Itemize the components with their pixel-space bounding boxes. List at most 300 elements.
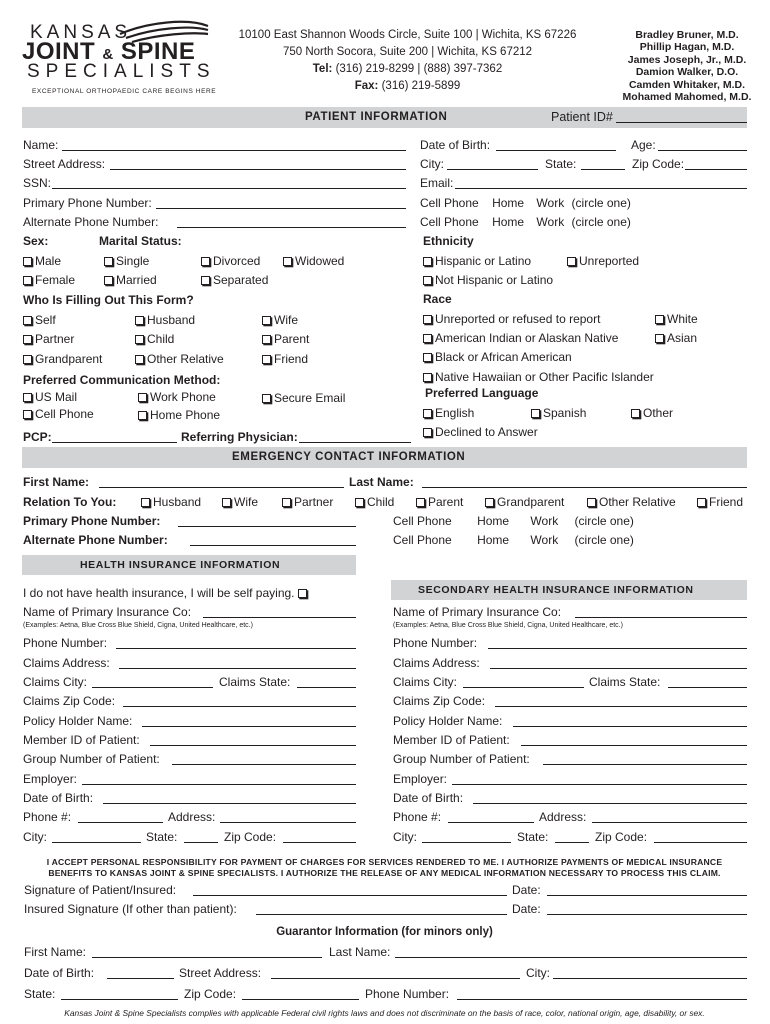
secondary-claims-zip-label: Claims Zip Code: (393, 694, 486, 708)
primary-claims-city-field[interactable] (92, 687, 213, 688)
primary-phone-label: Primary Phone Number: (23, 196, 152, 210)
responsibility-notice-2: BENEFITS TO KANSAS JOINT & SPINE SPECIALISTS. I AUTHORIZE THE RELEASE OF ANY MEDICAL INFORMATION NECESSARY TO PROCESS THIS CLAIM. (48, 868, 721, 878)
filling-child[interactable] (135, 332, 174, 346)
option-label: Cell Phone (35, 407, 94, 421)
checkbox-icon[interactable] (655, 315, 664, 324)
checkbox-icon[interactable] (531, 409, 540, 418)
race-heading: Race (423, 292, 452, 306)
option-label: Parent (428, 495, 464, 509)
relation-grandparent[interactable] (485, 495, 564, 509)
checkbox-icon[interactable] (23, 257, 32, 266)
option-label: Grandparent (35, 352, 103, 366)
patient-id-field[interactable] (616, 122, 747, 123)
checkbox-icon[interactable] (104, 257, 113, 266)
race-asian[interactable] (655, 331, 697, 345)
telephone (215, 61, 600, 78)
emergency-first-field[interactable] (99, 487, 344, 488)
home-option[interactable]: Home (492, 196, 525, 210)
marital-divorced[interactable] (201, 254, 260, 268)
secondary-group-field[interactable] (543, 764, 747, 765)
logo-kansas: KANSAS (30, 22, 132, 43)
primary-phone-field[interactable] (156, 208, 406, 209)
secondary-company-field[interactable] (575, 617, 747, 618)
insured-signature-date-label: Date: (512, 902, 541, 916)
filling-friend[interactable] (262, 352, 308, 366)
option-label: Child (147, 332, 175, 346)
option-label: Widowed (295, 254, 345, 268)
secondary-member-field[interactable] (521, 745, 747, 746)
referring-physician-field[interactable] (299, 442, 411, 443)
city-field[interactable] (447, 169, 538, 170)
option-label: Separated (213, 273, 269, 287)
primary-claims-zip-label: Claims Zip Code: (23, 694, 116, 708)
secondary-holder-field[interactable] (513, 726, 747, 727)
ssn-label: SSN: (23, 176, 52, 190)
comm-secure-email[interactable] (262, 391, 345, 405)
doctor-name: Phillip Hagan, M.D. (639, 41, 735, 54)
checkbox-icon[interactable] (135, 335, 144, 344)
email-field[interactable] (455, 188, 747, 189)
street-label: Street Address: (23, 157, 106, 171)
relation-friend[interactable] (697, 495, 743, 509)
secondary-title: SECONDARY HEALTH INSURANCE INFORMATION (418, 584, 694, 596)
checkbox-icon[interactable] (222, 498, 231, 507)
checkbox-icon[interactable] (138, 393, 147, 402)
patient-signature-label: Signature of Patient/Insured: (24, 883, 177, 897)
option-label: English (435, 406, 475, 420)
option-label: Partner (294, 495, 334, 509)
secondary-city-field[interactable] (422, 842, 511, 843)
primary-group-field[interactable] (172, 764, 356, 765)
cell-option[interactable]: Cell Phone (393, 533, 452, 547)
doctor-name: Mohamed Mahomed, M.D. (622, 91, 752, 104)
patient-signature-field[interactable] (193, 895, 507, 896)
guarantor-last-label: Last Name: (329, 945, 391, 959)
guarantor-state-label: State: (24, 987, 56, 1001)
state-field[interactable] (581, 169, 625, 170)
race-black[interactable] (423, 350, 572, 364)
secondary-phone-label: Phone Number: (393, 636, 478, 650)
primary-examples: (Examples: Aetna, Blue Cross Blue Shield, Cigna, United Healthcare, etc.) (23, 622, 253, 629)
option-label: Friend (709, 495, 744, 509)
relation-other-relative[interactable] (587, 495, 676, 509)
work-option[interactable]: Work (536, 196, 565, 210)
primary-employer-field[interactable] (82, 784, 356, 785)
primary-holder-label: Policy Holder Name: (23, 714, 133, 728)
circle-one-hint: (circle one) (571, 196, 631, 210)
checkbox-icon[interactable] (355, 498, 364, 507)
guarantor-title: Guarantor Information (for minors only) (276, 926, 493, 938)
option-label: Native Hawaiian or Other Pacific Islander (435, 370, 654, 384)
checkbox-icon[interactable] (141, 498, 150, 507)
email-label: Email: (420, 176, 454, 190)
dob-label: Date of Birth: (420, 138, 491, 152)
checkbox-icon[interactable] (423, 373, 432, 382)
secondary-dob-field[interactable] (473, 803, 747, 804)
patient-signature-date-field[interactable] (547, 895, 747, 896)
checkbox-icon[interactable] (262, 335, 271, 344)
option-label: Black or African American (435, 350, 572, 364)
guarantor-first-label: First Name: (24, 945, 87, 959)
secondary-state-field[interactable] (555, 842, 589, 843)
patient-id-label: Patient ID# (551, 110, 613, 124)
race-hawaiian[interactable] (423, 370, 654, 384)
ethnicity-heading: Ethnicity (423, 234, 474, 248)
ethnicity-unreported[interactable] (567, 254, 639, 268)
checkbox-icon[interactable] (423, 276, 432, 285)
secondary-claims-city-field[interactable] (463, 687, 584, 688)
secondary-address-field[interactable] (592, 822, 747, 823)
logo-ampersand: & (102, 46, 114, 63)
checkbox-icon[interactable] (423, 409, 432, 418)
pcp-label: PCP: (23, 430, 52, 444)
checkbox-icon[interactable] (697, 498, 706, 507)
sex-heading: Sex: (23, 234, 49, 248)
relation-wife[interactable] (222, 495, 258, 509)
guarantor-first-field[interactable] (92, 957, 322, 958)
checkbox-icon[interactable] (567, 257, 576, 266)
zip-label: Zip Code: (632, 157, 685, 171)
checkbox-icon[interactable] (423, 353, 432, 362)
fax-value: (316) 219-5899 (381, 80, 461, 92)
primary-zip-field[interactable] (283, 842, 356, 843)
guarantor-state-field[interactable] (61, 999, 178, 1000)
option-label: Self (35, 313, 56, 327)
option-label: Female (35, 273, 76, 287)
comm-work-phone[interactable] (138, 390, 216, 404)
emergency-alternate-label: Alternate Phone Number: (23, 533, 168, 547)
cell-home-work-row-2[interactable] (420, 215, 631, 229)
ssn-field[interactable] (52, 188, 406, 189)
emergency-alternate-field[interactable] (190, 545, 356, 546)
name-field[interactable] (62, 150, 406, 151)
emergency-first-label: First Name: (23, 475, 90, 489)
primary-zip-label: Zip Code: (224, 830, 277, 844)
guarantor-zip-field[interactable] (242, 999, 359, 1000)
primary-address-field[interactable] (220, 822, 356, 823)
language-english[interactable] (423, 406, 474, 420)
doctor-name: Bradley Bruner, M.D. (635, 29, 739, 41)
primary-state-field[interactable] (184, 842, 218, 843)
checkbox-icon[interactable] (631, 409, 640, 418)
checkbox-icon[interactable] (262, 355, 271, 364)
logo-specialists: SPECIALISTS (27, 61, 216, 82)
secondary-claims-address-field[interactable] (490, 668, 747, 669)
primary-company-field[interactable] (203, 617, 356, 618)
filling-grandparent[interactable] (23, 352, 102, 366)
secondary-phone-num-field[interactable] (448, 822, 534, 823)
sex-male[interactable] (23, 254, 61, 268)
checkbox-icon[interactable] (423, 315, 432, 324)
state-label: State: (545, 157, 577, 171)
primary-member-field[interactable] (150, 745, 356, 746)
marital-heading: Marital Status: (99, 234, 182, 248)
primary-claims-state-field[interactable] (297, 687, 356, 688)
filling-partner[interactable] (23, 332, 74, 346)
guarantor-dob-label: Date of Birth: (24, 966, 95, 980)
option-label: Asian (667, 331, 698, 345)
emergency-cell-home-work-1[interactable] (393, 514, 634, 528)
filling-husband[interactable] (135, 313, 195, 327)
checkbox-icon[interactable] (298, 589, 307, 598)
secondary-examples: (Examples: Aetna, Blue Cross Blue Shield, Cigna, United Healthcare, etc.) (393, 622, 623, 629)
comm-heading: Preferred Communication Method: (23, 373, 221, 387)
doctor-name: Camden Whitaker, M.D. (628, 78, 746, 91)
option-label: Spanish (543, 406, 587, 420)
filling-wife[interactable] (262, 313, 298, 327)
primary-claims-city-label: Claims City: (23, 675, 88, 689)
checkbox-icon[interactable] (655, 334, 664, 343)
race-american-indian[interactable] (423, 331, 618, 345)
relation-partner[interactable] (282, 495, 333, 509)
emergency-primary-label: Primary Phone Number: (23, 514, 161, 528)
primary-dob-label: Date of Birth: (23, 791, 94, 805)
option-label: Husband (147, 313, 196, 327)
office-address (215, 27, 600, 95)
option-label: Wife (234, 495, 258, 509)
secondary-address-label: Address: (539, 810, 587, 824)
marital-single[interactable] (104, 254, 149, 268)
checkbox-icon[interactable] (201, 276, 210, 285)
guarantor-zip-label: Zip Code: (184, 987, 237, 1001)
secondary-claims-state-field[interactable] (668, 687, 747, 688)
comm-home-phone[interactable] (138, 408, 220, 422)
doctor-name: Damion Walker, D.O. (635, 66, 739, 79)
primary-phone-label: Phone Number: (23, 636, 108, 650)
ethnicity-not-hispanic[interactable] (423, 273, 553, 287)
primary-city-label: City: (23, 830, 47, 844)
checkbox-icon[interactable] (283, 257, 292, 266)
address-line-1: 10100 East Shannon Woods Circle, Suite 100 | Wichita, KS 67226 (238, 29, 577, 41)
age-label: Age: (631, 138, 656, 152)
primary-claims-zip-field[interactable] (123, 706, 356, 707)
relation-husband[interactable] (141, 495, 201, 509)
filling-other-relative[interactable] (135, 352, 224, 366)
dob-field[interactable] (496, 150, 616, 151)
alt-phone-field[interactable] (177, 227, 406, 228)
option-label: Single (116, 254, 150, 268)
secondary-zip-field[interactable] (654, 842, 747, 843)
home-option[interactable]: Home (492, 215, 525, 229)
guarantor-street-field[interactable] (271, 978, 520, 979)
option-label: Male (35, 254, 62, 268)
comm-us-mail[interactable] (23, 390, 77, 404)
emergency-title: EMERGENCY CONTACT INFORMATION (232, 451, 466, 463)
emergency-primary-field[interactable] (178, 526, 356, 527)
checkbox-icon[interactable] (587, 498, 596, 507)
option-label: Unreported or refused to report (435, 312, 601, 326)
marital-widowed[interactable] (283, 254, 344, 268)
primary-holder-field[interactable] (142, 726, 356, 727)
secondary-claims-state-label: Claims State: (589, 675, 661, 689)
checkbox-icon[interactable] (282, 498, 291, 507)
sex-female[interactable] (23, 273, 75, 287)
doctor-list (612, 29, 762, 103)
checkbox-icon[interactable] (262, 394, 271, 403)
option-label: American Indian or Alaskan Native (435, 331, 619, 345)
work-option[interactable]: Work (530, 514, 559, 528)
marital-separated[interactable] (201, 273, 268, 287)
relation-parent[interactable] (416, 495, 463, 509)
marital-married[interactable] (104, 273, 157, 287)
guarantor-city-label: City: (526, 966, 550, 980)
insured-signature-field[interactable] (256, 914, 507, 915)
tagline: EXCEPTIONAL ORTHOPAEDIC CARE BEGINS HERE (32, 88, 217, 95)
race-refused[interactable] (423, 312, 600, 326)
checkbox-icon[interactable] (423, 428, 432, 437)
home-option[interactable]: Home (477, 514, 510, 528)
primary-ins-phone-field[interactable] (116, 648, 356, 649)
primary-claims-state-label: Claims State: (219, 675, 291, 689)
primary-dob-field[interactable] (103, 803, 356, 804)
logo-spine: SPINE (120, 38, 196, 65)
secondary-ins-phone-field[interactable] (488, 648, 747, 649)
secondary-dob-label: Date of Birth: (393, 791, 464, 805)
doctor-name: James Joseph, Jr., M.D. (627, 53, 747, 66)
primary-city-field[interactable] (52, 842, 141, 843)
cell-option[interactable]: Cell Phone (393, 514, 452, 528)
language-spanish[interactable] (531, 406, 586, 420)
secondary-company-label: Name of Primary Insurance Co: (393, 605, 562, 619)
checkbox-icon[interactable] (23, 335, 32, 344)
emergency-last-label: Last Name: (349, 475, 414, 489)
name-label: Name: (23, 138, 59, 152)
option-label: Home Phone (150, 408, 221, 422)
self-pay-label: I do not have health insurance, I will be self paying. (23, 586, 295, 600)
checkbox-icon[interactable] (23, 410, 32, 419)
option-label: Partner (35, 332, 75, 346)
secondary-holder-label: Policy Holder Name: (393, 714, 503, 728)
secondary-group-label: Group Number of Patient: (393, 752, 530, 766)
address-line-2: 750 North Socora, Suite 200 | Wichita, KS 67212 (282, 46, 533, 58)
guarantor-street-label: Street Address: (179, 966, 262, 980)
language-heading: Preferred Language (425, 386, 539, 400)
secondary-claims-address-label: Claims Address: (393, 656, 480, 670)
primary-state-label: State: (146, 830, 178, 844)
work-option[interactable]: Work (536, 215, 565, 229)
guarantor-city-field[interactable] (553, 978, 747, 979)
ethnicity-hispanic[interactable] (423, 254, 531, 268)
primary-employer-label: Employer: (23, 772, 78, 786)
pcp-field[interactable] (52, 442, 177, 443)
cell-home-work-row-1[interactable] (420, 196, 631, 210)
circle-one-hint: (circle one) (574, 514, 634, 528)
option-label: White (667, 312, 698, 326)
language-other[interactable] (631, 406, 673, 420)
guarantor-dob-field[interactable] (107, 978, 174, 979)
option-label: Wife (274, 313, 298, 327)
checkbox-icon[interactable] (23, 355, 32, 364)
option-label: Parent (274, 332, 310, 346)
secondary-member-label: Member ID of Patient: (393, 733, 510, 747)
home-option[interactable]: Home (477, 533, 510, 547)
responsibility-notice-1: I ACCEPT PERSONAL RESPONSIBILITY FOR PAYMENT OF CHARGES FOR SERVICES RENDERED TO ME. I AUTHORIZE PAYMENTS OF MEDICAL INSURANCE (46, 857, 723, 867)
secondary-claims-zip-field[interactable] (495, 706, 747, 707)
primary-group-label: Group Number of Patient: (23, 752, 160, 766)
race-white[interactable] (655, 312, 698, 326)
option-label: Child (367, 495, 395, 509)
option-label: Other Relative (599, 495, 676, 509)
checkbox-icon[interactable] (138, 411, 147, 420)
city-label: City: (420, 157, 444, 171)
zip-field[interactable] (685, 169, 747, 170)
guarantor-phone-field[interactable] (457, 999, 747, 1000)
option-label: Hispanic or Latino (435, 254, 532, 268)
tel-label: Tel: (312, 63, 333, 75)
comm-cell-phone[interactable] (23, 407, 94, 421)
option-label: Friend (274, 352, 309, 366)
self-pay-option[interactable] (23, 586, 310, 600)
insured-signature-label: Insured Signature (If other than patient): (24, 902, 237, 916)
primary-member-label: Member ID of Patient: (23, 733, 140, 747)
checkbox-icon[interactable] (201, 257, 210, 266)
checkbox-icon[interactable] (23, 393, 32, 402)
secondary-employer-field[interactable] (452, 784, 747, 785)
filling-self[interactable] (23, 313, 56, 327)
checkbox-icon[interactable] (262, 316, 271, 325)
logo-joint: JOINT (22, 38, 96, 65)
option-label: Not Hispanic or Latino (435, 273, 554, 287)
fax (215, 78, 600, 95)
checkbox-icon[interactable] (423, 257, 432, 266)
filling-parent[interactable] (262, 332, 309, 346)
primary-claims-address-label: Claims Address: (23, 656, 110, 670)
checkbox-icon[interactable] (135, 316, 144, 325)
guarantor-last-field[interactable] (395, 957, 747, 958)
street-field[interactable] (110, 169, 406, 170)
cell-option[interactable]: Cell Phone (420, 196, 479, 210)
emergency-last-field[interactable] (422, 487, 747, 488)
relation-child[interactable] (355, 495, 394, 509)
secondary-city-label: City: (393, 830, 417, 844)
filling-heading: Who Is Filling Out This Form? (23, 293, 194, 307)
primary-phone-num-field[interactable] (78, 822, 163, 823)
age-field[interactable] (658, 150, 747, 151)
option-label: Other Relative (147, 352, 224, 366)
work-option[interactable]: Work (530, 533, 559, 547)
option-label: Divorced (213, 254, 261, 268)
patient-info-title: PATIENT INFORMATION (305, 111, 448, 123)
checkbox-icon[interactable] (23, 276, 32, 285)
checkbox-icon[interactable] (135, 355, 144, 364)
checkbox-icon[interactable] (23, 316, 32, 325)
language-declined[interactable] (423, 425, 538, 439)
insured-signature-date-field[interactable] (547, 914, 747, 915)
checkbox-icon[interactable] (104, 276, 113, 285)
secondary-claims-city-label: Claims City: (393, 675, 458, 689)
checkbox-icon[interactable] (423, 334, 432, 343)
option-label: Secure Email (274, 391, 346, 405)
secondary-employer-label: Employer: (393, 772, 448, 786)
nondiscrimination-footer: Kansas Joint & Spine Specialists complies with applicable Federal civil rights laws and does not discriminate on the basis of race, color, national origin, age, disability, or sex. (64, 1008, 705, 1018)
primary-address-label: Address: (168, 810, 216, 824)
guarantor-phone-label: Phone Number: (365, 987, 450, 1001)
primary-claims-address-field[interactable] (119, 668, 356, 669)
emergency-cell-home-work-2[interactable] (393, 533, 634, 547)
cell-option[interactable]: Cell Phone (420, 215, 479, 229)
checkbox-icon[interactable] (485, 498, 494, 507)
secondary-state-label: State: (517, 830, 549, 844)
primary-phone-num-label: Phone #: (23, 810, 72, 824)
patient-signature-date-label: Date: (512, 883, 541, 897)
option-label: Unreported (579, 254, 640, 268)
secondary-zip-label: Zip Code: (595, 830, 648, 844)
tel-value: (316) 219-8299 | (888) 397-7362 (335, 63, 503, 75)
referring-physician-label: Referring Physician: (181, 430, 298, 444)
circle-one-hint: (circle one) (571, 215, 631, 229)
checkbox-icon[interactable] (416, 498, 425, 507)
option-label: Other (643, 406, 674, 420)
